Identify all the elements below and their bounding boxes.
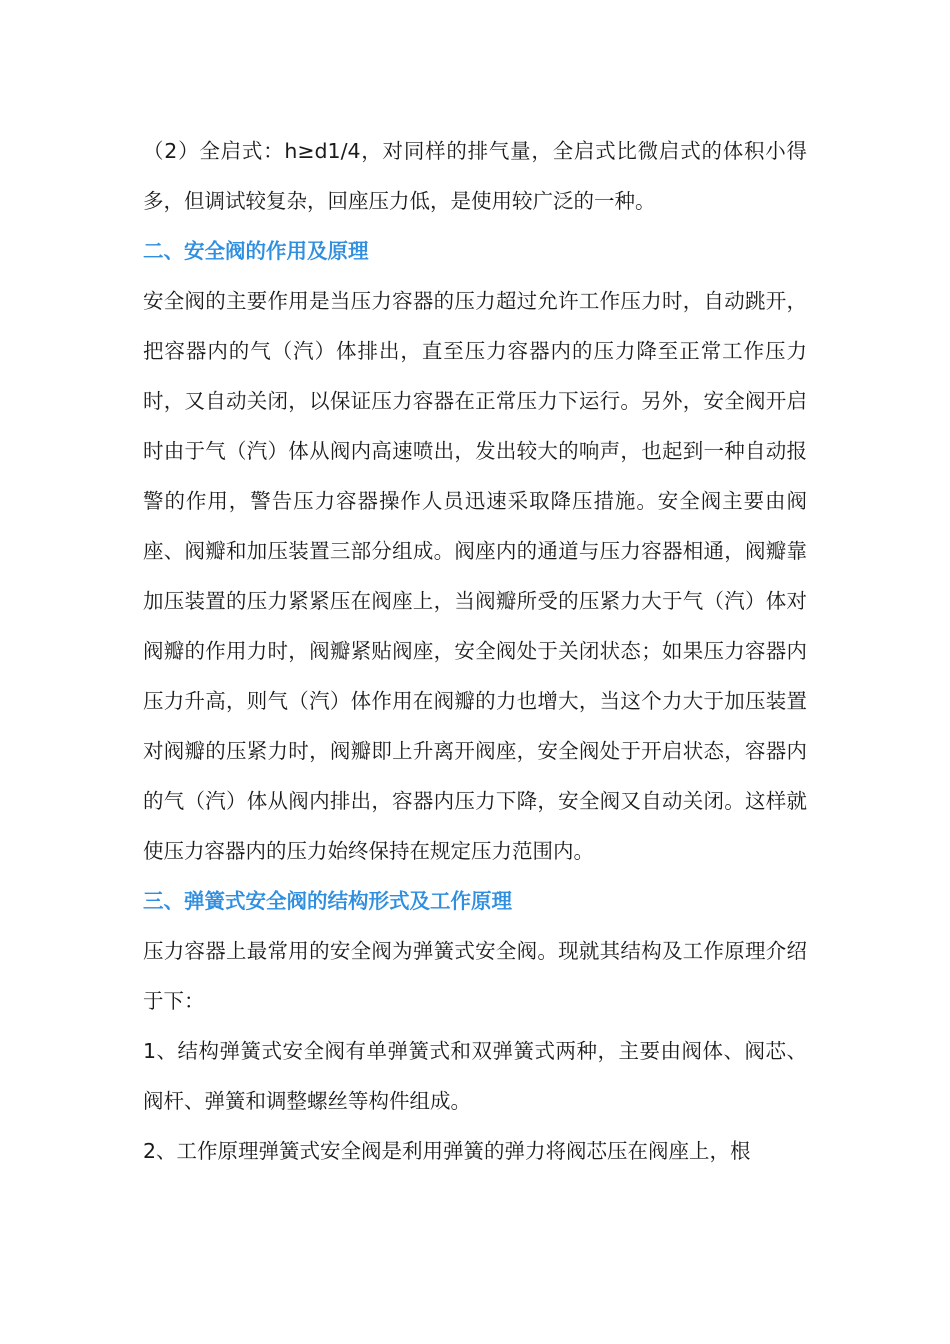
- section-heading-spring-valve: 三、弹簧式安全阀的结构形式及工作原理: [143, 889, 512, 913]
- section-heading-function-principle: 二、安全阀的作用及原理: [143, 239, 369, 263]
- paragraph-spring-valve-intro: 压力容器上最常用的安全阀为弹簧式安全阀。现就其结构及工作原理介绍于下：: [143, 939, 807, 1013]
- paragraph-structure: 1、结构弹簧式安全阀有单弹簧式和双弹簧式两种，主要由阀体、阀芯、阀杆、弹簧和调整螺丝等构件组成。: [143, 1039, 807, 1113]
- paragraph-working-principle: 2、工作原理弹簧式安全阀是利用弹簧的弹力将阀芯压在阀座上，根: [143, 1139, 751, 1163]
- paragraph-full-lift-type: （2）全启式：h≥d1/4，对同样的排气量，全启式比微启式的体积小得多，但调试较复杂，回座压力低，是使用较广泛的一种。: [143, 139, 807, 213]
- paragraph-function-principle: 安全阀的主要作用是当压力容器的压力超过允许工作压力时，自动跳开，把容器内的气（汽）体排出，直至压力容器内的压力降至正常工作压力时，又自动关闭，以保证压力容器在正常压力下运行。另外，安全阀开启时由于气（汽）体从阀内高速喷出，发出较大的响声，也起到一种自动报警的作用，警告压力容器操作人员迅速采取降压措施。安全阀主要由阀座、阀瓣和加压装置三部分组成。阀座内的通道与压力容器相通，阀瓣靠加压装置的压力紧紧压在阀座上，当阀瓣所受的压紧力大于气（汽）体对阀瓣的作用力时，阀瓣紧贴阀座，安全阀处于关闭状态；如果压力容器内压力升高，则气（汽）体作用在阀瓣的力也增大，当这个力大于加压装置对阀瓣的压紧力时，阀瓣即上升离开阀座，安全阀处于开启状态，容器内的气（汽）体从阀内排出，容器内压力下降，安全阀又自动关闭。这样就使压力容器内的压力始终保持在规定压力范围内。: [143, 289, 807, 863]
- document-body: [143, 126, 807, 1176]
